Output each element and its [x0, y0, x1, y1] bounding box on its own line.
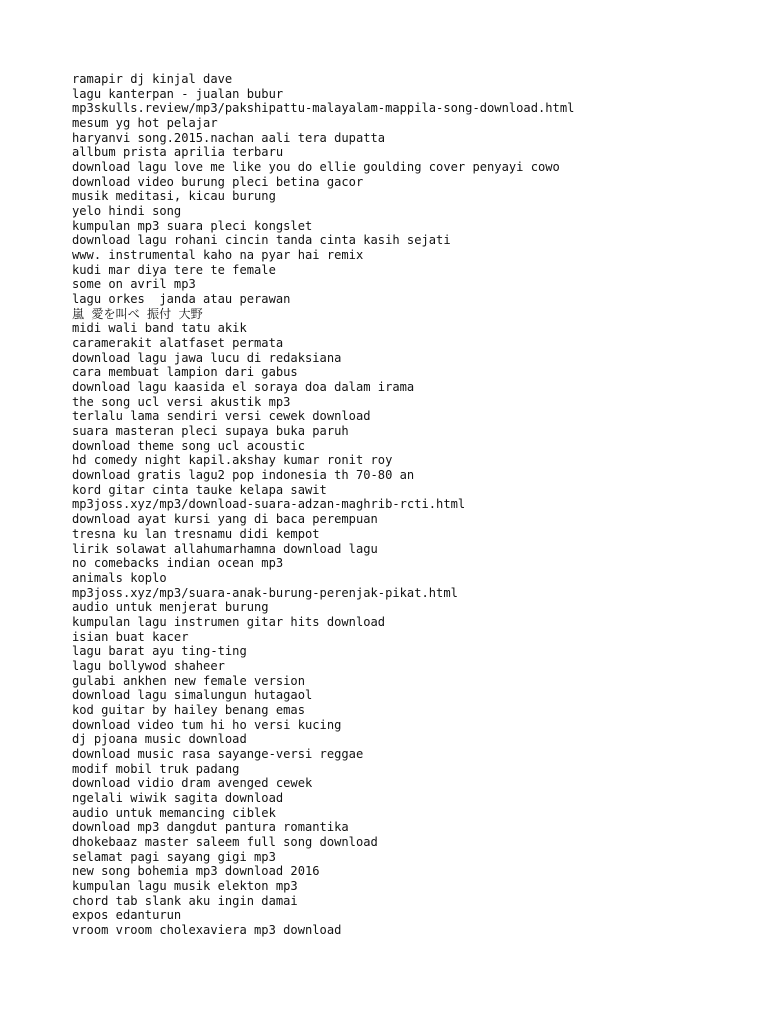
text-line: caramerakit alatfaset permata	[72, 336, 284, 351]
text-line: audio untuk menjerat burung	[72, 600, 269, 615]
text-line: kod guitar by hailey benang emas	[72, 702, 305, 717]
text-line: suara masteran pleci supaya buka paruh	[72, 424, 349, 439]
text-line: kord gitar cinta tauke kelapa sawit	[72, 482, 327, 497]
text-line: some on avril mp3	[72, 277, 196, 292]
text-line: kudi mar diya tere te female	[72, 262, 276, 277]
text-line: download lagu kaasida el soraya doa dalam irama	[72, 380, 415, 395]
text-line: vroom vroom cholexaviera mp3 download	[72, 922, 342, 937]
text-line: tresna ku lan tresnamu didi kempot	[72, 526, 320, 541]
text-line: download lagu love me like you do ellie goulding cover penyayi cowo	[72, 160, 560, 175]
text-line: kumpulan lagu musik elekton mp3	[72, 878, 298, 893]
text-line: 嵐 愛を叫べ 振付 大野	[72, 306, 203, 321]
text-line: allbum prista aprilia terbaru	[72, 145, 284, 160]
text-line: download vidio dram avenged cewek	[72, 776, 313, 791]
text-line: dj pjoana music download	[72, 732, 247, 747]
text-line: mp3skulls.review/mp3/pakshipattu-malayalam-mappila-song-download.html	[72, 101, 575, 116]
text-line: mp3joss.xyz/mp3/download-suara-adzan-maghrib-rcti.html	[72, 497, 466, 512]
text-line: terlalu lama sendiri versi cewek download	[72, 409, 371, 424]
text-line: haryanvi song.2015.nachan aali tera dupatta	[72, 130, 386, 145]
text-line: mesum yg hot pelajar	[72, 116, 218, 131]
text-line: yelo hindi song	[72, 204, 182, 219]
text-line: expos edanturun	[72, 908, 182, 923]
text-line: download mp3 dangdut pantura romantika	[72, 820, 349, 835]
text-line: cara membuat lampion dari gabus	[72, 365, 298, 380]
text-line: new song bohemia mp3 download 2016	[72, 864, 320, 879]
text-line: no comebacks indian ocean mp3	[72, 556, 284, 571]
text-line: download lagu simalungun hutagaol	[72, 688, 313, 703]
text-line: kumpulan lagu instrumen gitar hits download	[72, 614, 386, 629]
text-line: selamat pagi sayang gigi mp3	[72, 849, 276, 864]
text-line: audio untuk memancing ciblek	[72, 805, 276, 820]
text-line: the song ucl versi akustik mp3	[72, 394, 291, 409]
text-line: download video burung pleci betina gacor	[72, 174, 364, 189]
text-line: download music rasa sayange-versi reggae	[72, 746, 364, 761]
text-line: kumpulan mp3 suara pleci kongslet	[72, 218, 313, 233]
text-line: ngelali wiwik sagita download	[72, 790, 284, 805]
text-line: midi wali band tatu akik	[72, 321, 247, 336]
text-line: download lagu rohani cincin tanda cinta kasih sejati	[72, 233, 451, 248]
text-line-list	[72, 72, 574, 938]
text-line: gulabi ankhen new female version	[72, 673, 305, 688]
text-line: mp3joss.xyz/mp3/suara-anak-burung-perenjak-pikat.html	[72, 585, 458, 600]
text-line: download ayat kursi yang di baca perempuan	[72, 512, 378, 527]
text-line: lirik solawat allahumarhamna download lagu	[72, 541, 378, 556]
text-line: lagu barat ayu ting-ting	[72, 644, 247, 659]
text-line: ramapir dj kinjal dave	[72, 72, 233, 86]
text-line: download video tum hi ho versi kucing	[72, 717, 342, 732]
text-line: dhokebaaz master saleem full song download	[72, 834, 378, 849]
text-line: download gratis lagu2 pop indonesia th 70-80 an	[72, 468, 415, 483]
text-line: isian buat kacer	[72, 629, 189, 644]
text-line: www. instrumental kaho na pyar hai remix	[72, 248, 364, 263]
text-line: musik meditasi, kicau burung	[72, 189, 276, 204]
text-line: lagu kanterpan - jualan bubur	[72, 86, 284, 101]
text-line: modif mobil truk padang	[72, 761, 240, 776]
text-line: download theme song ucl acoustic	[72, 438, 305, 453]
text-line: download lagu jawa lucu di redaksiana	[72, 350, 342, 365]
text-line: animals koplo	[72, 570, 167, 585]
text-line: hd comedy night kapil.akshay kumar ronit roy	[72, 453, 393, 468]
text-line: lagu orkes janda atau perawan	[72, 292, 291, 307]
text-line: lagu bollywod shaheer	[72, 658, 225, 673]
text-line: chord tab slank aku ingin damai	[72, 893, 298, 908]
